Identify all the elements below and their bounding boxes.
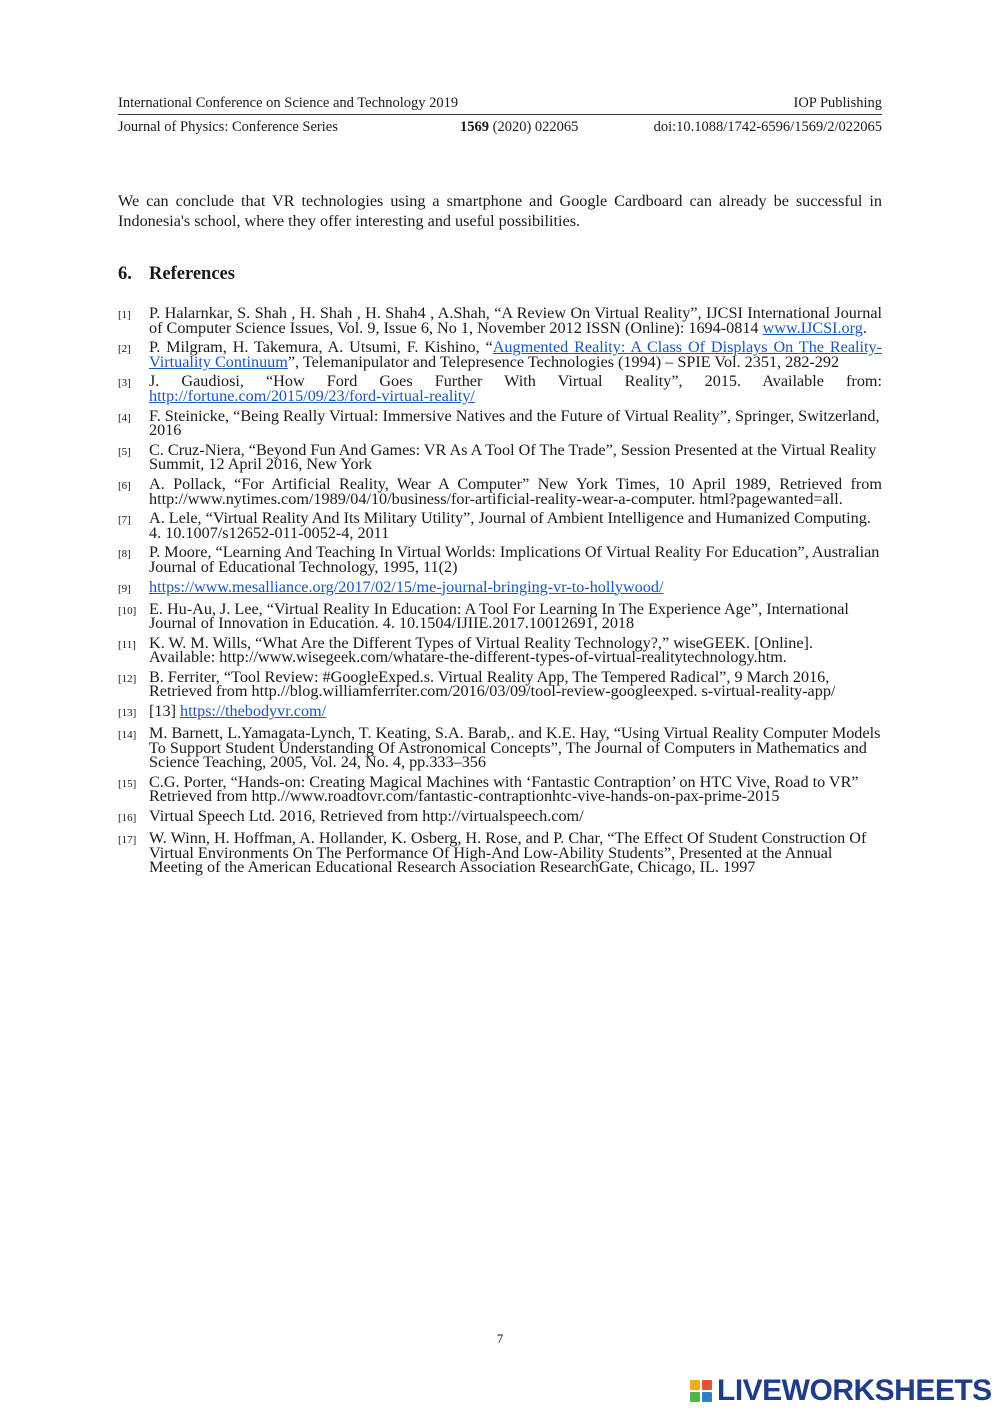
conclusion-paragraph: We can conclude that VR technologies using a smartphone and Google Cardboard can already be successful in Indonesia's school, where they offer interesting and useful possibilities.	[118, 192, 882, 230]
reference-text	[149, 545, 882, 574]
reference-citation: W. Winn, H. Hoffman, A. Hollander, K. Osberg, H. Rose, and P. Char, “The Effect Of Student Construction Of Virtual Environments On The Performance Of High-And Low-Ability Students”, Presented at the Annual Meeting of the American Educational Research Association ResearchGate, Chicago, IL. 1997	[149, 829, 867, 877]
reference-number: [7]	[118, 514, 131, 527]
reference-text	[149, 667, 882, 701]
reference-item	[118, 306, 882, 335]
reference-text	[149, 511, 882, 540]
logo-square	[702, 1380, 712, 1390]
reference-link[interactable]: https://www.mesalliance.org/2017/02/15/me-journal-bringing-vr-to-hollywood/	[149, 577, 664, 596]
conference-name: International Conference on Science and Technology 2019	[118, 95, 459, 111]
reference-link[interactable]: http://fortune.com/2015/09/23/ford-virtual-reality/	[149, 386, 475, 405]
reference-item	[118, 340, 882, 369]
reference-text	[149, 599, 882, 633]
reference-number: [3]	[118, 377, 131, 390]
reference-item	[118, 440, 882, 474]
reference-number: [1]	[118, 309, 131, 321]
reference-citation-tail: ”, Telemanipulator and Telepresence Technologies (1994) – SPIE Vol. 2351, 282-292	[287, 352, 840, 371]
reference-citation: C. Cruz-Niera, “Beyond Fun And Games: VR As A Tool Of The Trade”, Session Presented at the Virtual Reality Summit, 12 April 2016, New York	[149, 440, 877, 474]
logo-wordmark: LIVEWORKSHEETS	[717, 1374, 992, 1407]
reference-item	[118, 511, 882, 540]
reference-citation: P. Halarnkar, S. Shah , H. Shah , H. Shah4 , A.Shah, “A Review On Virtual Reality”, IJCSI International Journal of Computer Science Issues, Vol. 9, Issue 6, No 1, November 2012 ISSN (Online): 1694-0814	[149, 304, 882, 337]
reference-item	[118, 772, 882, 806]
logo-square	[702, 1392, 712, 1402]
reference-number: [11]	[118, 638, 136, 651]
reference-item	[118, 545, 882, 574]
reference-number: [2]	[118, 343, 131, 356]
reference-text	[149, 406, 882, 440]
reference-text	[149, 474, 882, 508]
reference-item	[118, 633, 882, 667]
reference-item	[118, 599, 882, 633]
reference-item	[118, 577, 882, 597]
reference-number: [16]	[118, 812, 137, 825]
reference-citation: P. Moore, “Learning And Teaching In Virtual Worlds: Implications Of Virtual Reality For Education”, Australian Journal of Educational Technology, 1995, 11(2)	[149, 543, 880, 576]
reference-number: [17]	[118, 834, 137, 847]
reference-number: [13]	[118, 707, 137, 720]
reference-item	[118, 726, 882, 770]
reference-text	[149, 809, 882, 824]
reference-item	[118, 406, 882, 440]
reference-link[interactable]: Augmented Reality: A Class Of Displays On The Reality-Virtuality Continuum	[149, 338, 882, 371]
reference-item	[118, 374, 882, 403]
reference-number: [14]	[118, 729, 137, 742]
reference-item	[118, 831, 882, 875]
reference-link[interactable]: https://thebodyvr.com/	[180, 702, 327, 721]
logo-square	[690, 1392, 700, 1402]
reference-text	[149, 633, 882, 667]
reference-text	[149, 726, 882, 770]
reference-item	[118, 809, 882, 826]
reference-text	[149, 340, 882, 369]
reference-number: [9]	[118, 582, 131, 595]
running-header	[118, 94, 882, 112]
section-title: References	[149, 264, 235, 284]
section-number: 6.	[118, 264, 132, 284]
reference-citation: P. Milgram, H. Takemura, A. Utsumi, F. Kishino, “	[149, 338, 493, 357]
journal-name: Journal of Physics: Conference Series	[118, 119, 338, 135]
reference-number: [4]	[118, 411, 131, 424]
reference-citation: C.G. Porter, “Hands-on: Creating Magical Machines with ‘Fantastic Contraption’ on HTC Vive, Road to VR” Retrieved from http.//www.roadtovr.com/fantastic-contraptionhtc-vive-hands-on-pax-prime-2015	[149, 772, 859, 806]
volume-number: 1569	[460, 119, 489, 135]
reference-item	[118, 667, 882, 701]
reference-number: [12]	[118, 672, 137, 685]
reference-citation: K. W. M. Wills, “What Are the Different Types of Virtual Reality Technology?,” wiseGEEK. [Online]. Available: http://www.wisegeek.com/whatare-the-different-types-of-virtual-realitytechnology.htm.	[149, 633, 813, 667]
logo-grid-icon	[690, 1380, 712, 1402]
liveworksheets-logo	[690, 1373, 992, 1409]
logo-square	[690, 1380, 700, 1390]
reference-citation: E. Hu-Au, J. Lee, “Virtual Reality In Education: A Tool For Learning In The Experience Age”, International Journal of Innovation in Education. 4. 10.1504/IJIIE.2017.10012691, 2018	[149, 599, 849, 633]
year-article: (2020) 022065	[492, 119, 579, 135]
reference-citation: M. Barnett, L.Yamagata-Lynch, T. Keating, S.A. Barab,. and K.E. Hay, “Using Virtual Reality Computer Models To Support Student Understanding Of Astronomical Concepts”, The Journal of Computers in Mathematics and Science Teaching, 2005, Vol. 24, No. 4, pp.333–356	[149, 724, 881, 772]
volume-info	[460, 118, 578, 136]
reference-text	[149, 374, 882, 403]
reference-citation: F. Steinicke, “Being Really Virtual: Immersive Natives and the Future of Virtual Reality”, Springer, Switzerland, 2016	[149, 406, 880, 440]
reference-citation: [13]	[149, 702, 181, 721]
reference-citation: J. Gaudiosi, “How Ford Goes Further With Virtual Reality”, 2015. Available from:	[149, 372, 882, 391]
reference-number: [6]	[118, 479, 131, 492]
doi: doi:10.1088/1742-6596/1569/2/022065	[653, 119, 882, 135]
publisher-name: IOP Publishing	[793, 95, 882, 111]
reference-number: [8]	[118, 548, 131, 561]
reference-number: [10]	[118, 604, 137, 617]
reference-text	[149, 704, 882, 719]
reference-text	[149, 577, 882, 596]
reference-item	[118, 704, 882, 721]
reference-item	[118, 474, 882, 508]
section-heading	[118, 263, 235, 285]
reference-text	[149, 306, 882, 335]
reference-citation: Virtual Speech Ltd. 2016, Retrieved from http://virtualspeech.com/	[149, 807, 584, 826]
header-rule	[118, 114, 882, 115]
page-number: 7	[496, 1331, 504, 1346]
reference-citation: A. Lele, “Virtual Reality And Its Military Utility”, Journal of Ambient Intelligence and Humanized Computing. 4. 10.1007/s12652-011-0052-4, 2011	[149, 509, 871, 542]
reference-number: [5]	[118, 445, 131, 458]
reference-citation-tail: .	[862, 318, 867, 337]
reference-citation: A. Pollack, “For Artificial Reality, Wear A Computer” New York Times, 10 April 1989, Retrieved from http://www.nytimes.com/1989/04/10/business/for-artificial-reality-wear-a-computer. html?pagewanted=all.	[149, 474, 882, 508]
reference-citation: B. Ferriter, “Tool Review: #GoogleExped.s. Virtual Reality App, The Tempered Radical”, 9 March 2016, Retrieved from http.//blog.williamferriter.com/2016/03/09/tool-review-googleexped. s-virtual-reality-app/	[149, 667, 836, 701]
reference-text	[149, 440, 882, 474]
reference-text	[149, 831, 882, 875]
reference-number: [15]	[118, 777, 137, 790]
reference-link[interactable]: www.IJCSI.org	[762, 318, 863, 337]
reference-list	[118, 306, 882, 880]
reference-text	[149, 772, 882, 806]
